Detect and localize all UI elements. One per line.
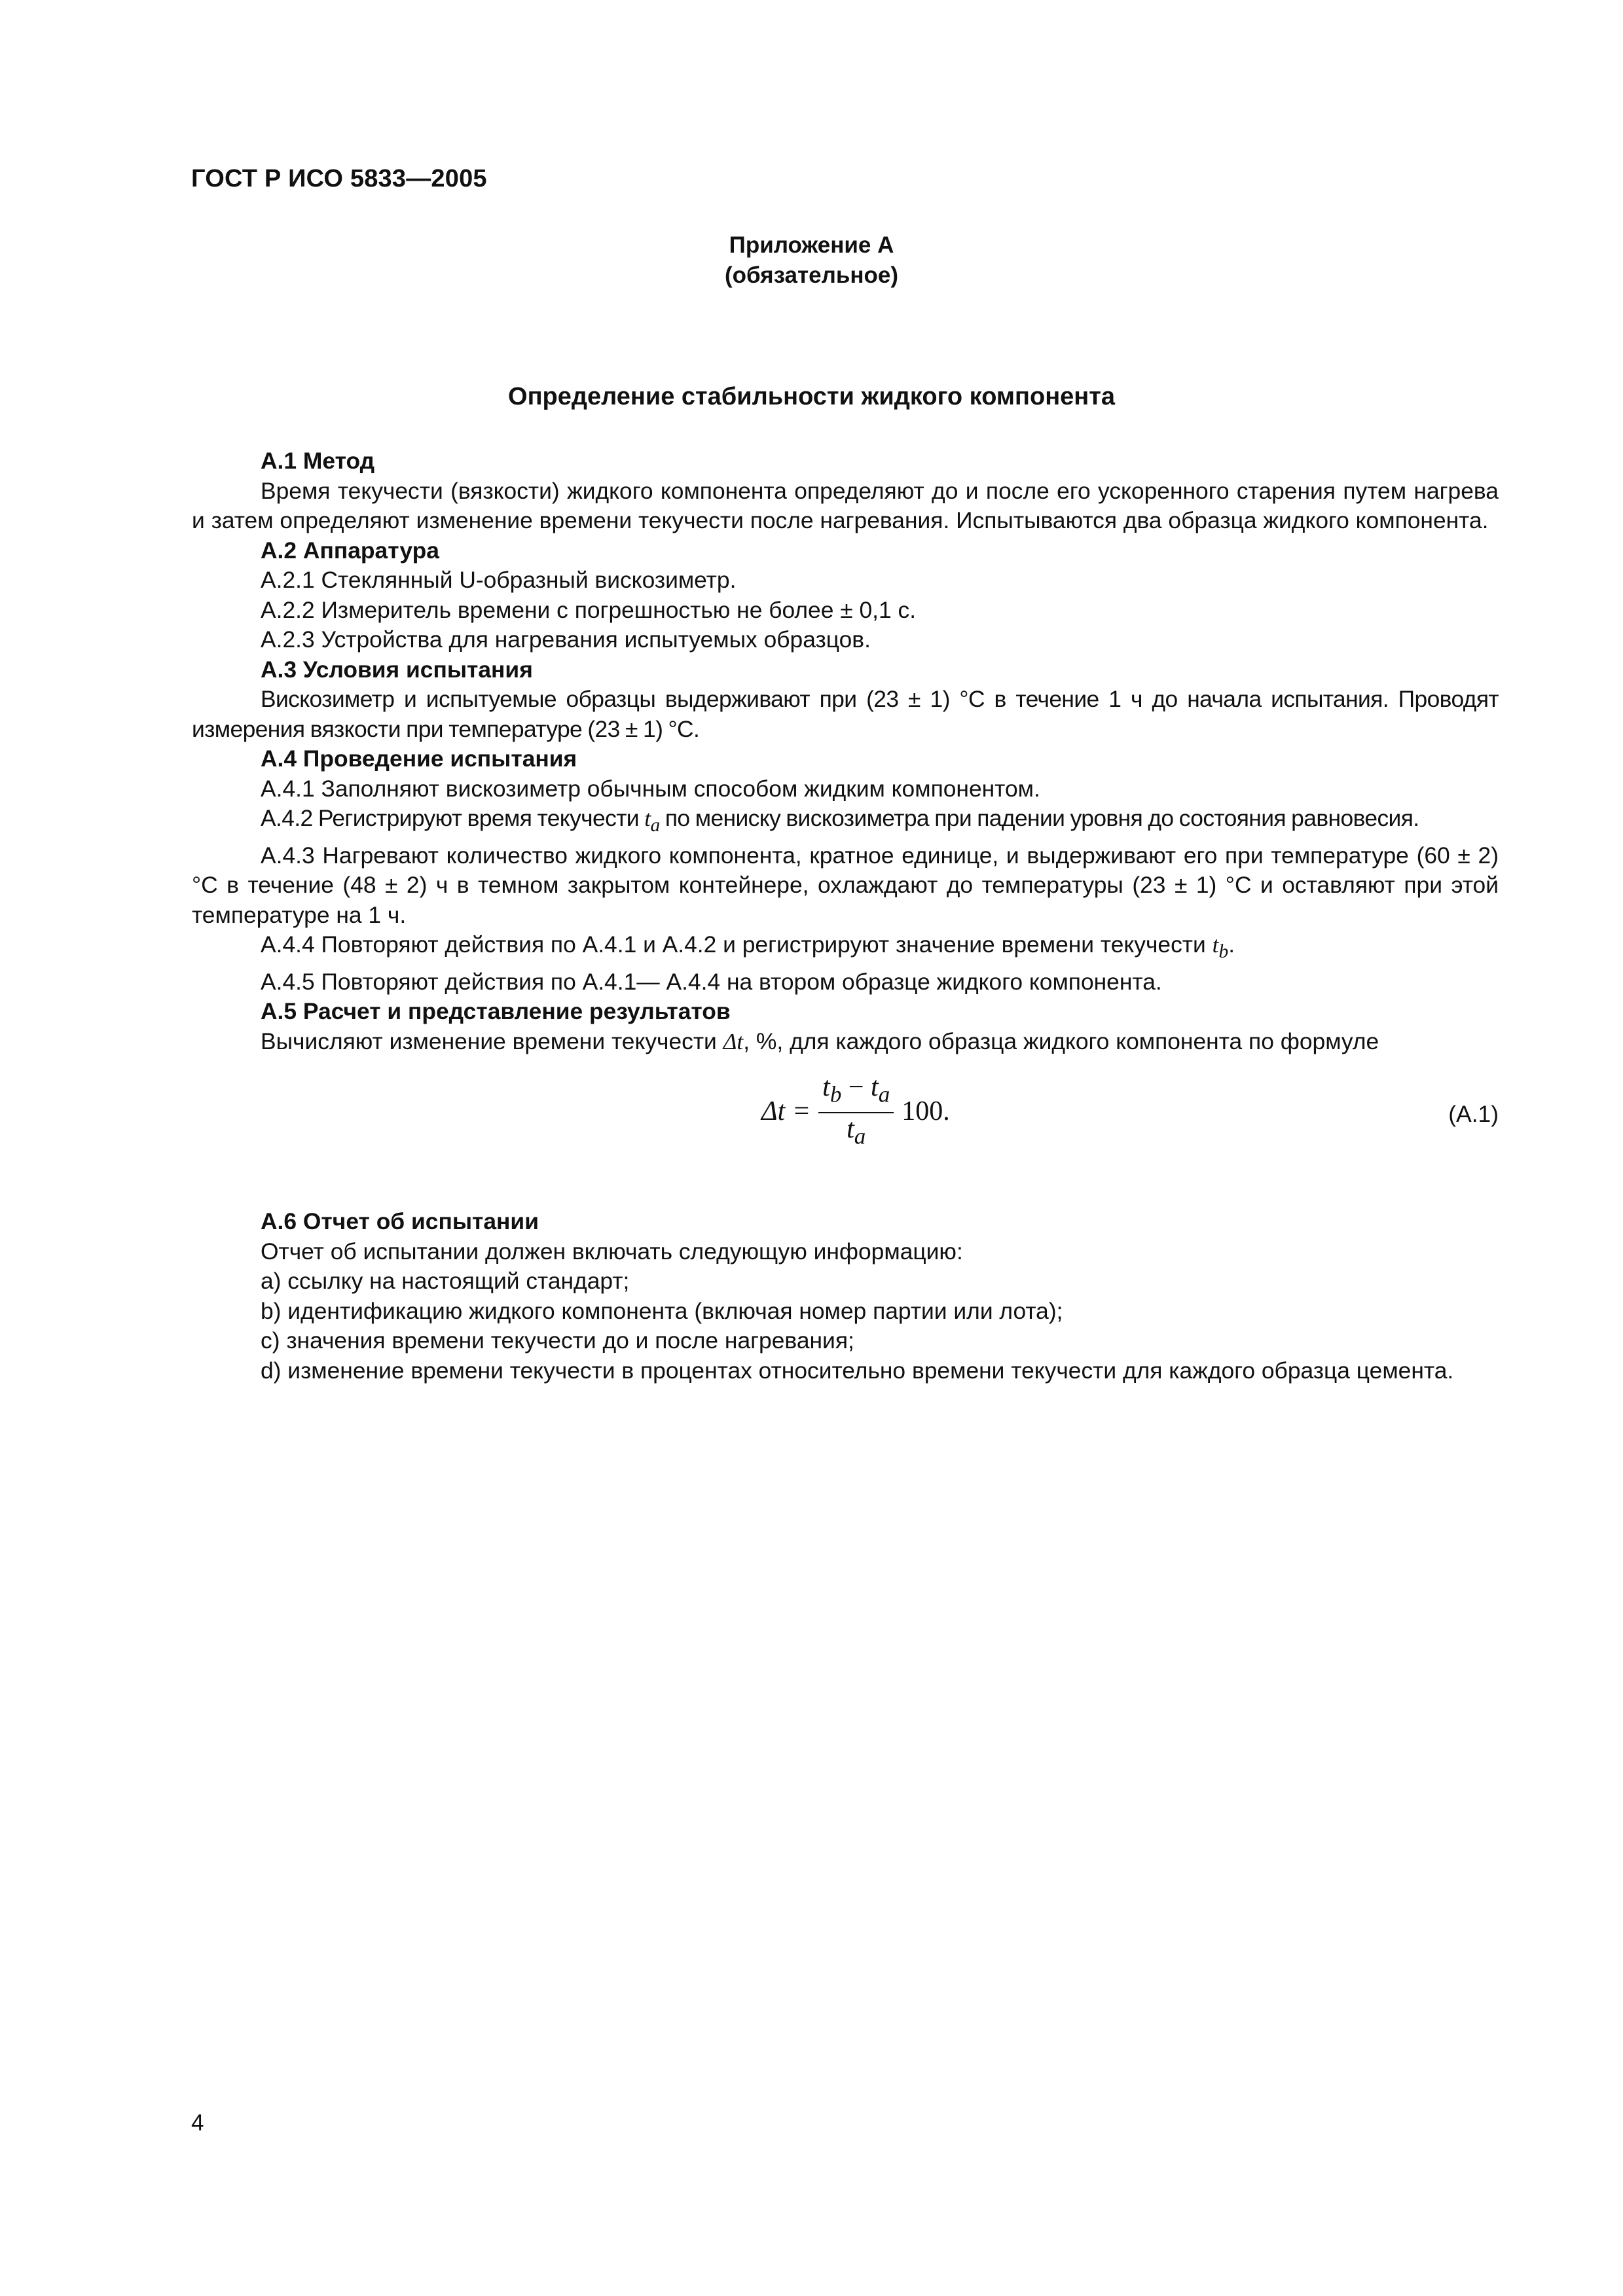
section-a3-text: Вискозиметр и испытуемые образцы выдерживают при (23 ± 1) °С в течение 1 ч до начала испытания. Проводят измерения вязкости при температуре (23 ± 1) °С.: [192, 686, 1499, 742]
section-a1-heading: А.1 Метод: [261, 448, 375, 474]
formula-denominator: $t_a$: [847, 1114, 866, 1149]
report-item-c: с) значения времени текучести до и после нагревания;: [261, 1327, 854, 1354]
page-number: 4: [191, 2110, 204, 2136]
item-a4-5: А.4.5 Повторяют действия по А.4.1— А.4.4 на втором образце жидкого компонента.: [261, 968, 1162, 995]
formula-numerator: $t_b - t_a$: [818, 1073, 894, 1113]
section-a5-text: Вычисляют изменение времени текучести Δt, %, для каждого образца жидкого компонента по формуле: [261, 1028, 1379, 1054]
report-item-a: а) ссылку на настоящий стандарт;: [261, 1268, 630, 1295]
formula-fraction: [818, 1073, 894, 1151]
item-a4-4: А.4.4 Повторяют действия по А.4.1 и А.4.2 и регистрируют значение времени текучести $t_b$.: [261, 931, 1235, 963]
formula-lhs: Δt =: [761, 1096, 811, 1127]
item-a2-2: А.2.2 Измеритель времени с погрешностью не более ± 0,1 с.: [261, 596, 917, 623]
item-a2-1: А.2.1 Стеклянный U-образный вискозиметр.: [261, 567, 737, 593]
appendix-label: Приложение А: [729, 232, 894, 258]
section-a6-heading: А.6 Отчет об испытании: [261, 1208, 539, 1235]
report-item-d: d) изменение времени текучести в процентах относительно времени текучести для каждого образца цемента.: [261, 1357, 1454, 1384]
document-body: [192, 446, 1499, 1386]
item-a4-3: А.4.3 Нагревают количество жидкого компонента, кратное единице, и выдерживают его при температуре (60 ± 2) °С в течение (48 ± 2) ч в темном закрытом контейнере, охлаждают до температуры (23 ± 1) °С и оставляют при этой температуре на 1 ч.: [192, 842, 1499, 928]
appendix-title: Определение стабильности жидкого компонента: [508, 383, 1115, 410]
item-a4-1: А.4.1 Заполняют вискозиметр обычным способом жидким компонентом.: [261, 775, 1040, 802]
report-item-b: b) идентификацию жидкого компонента (включая номер партии или лота);: [261, 1297, 1063, 1324]
section-a3-heading: А.3 Условия испытания: [261, 656, 533, 683]
standard-designation: ГОСТ Р ИСО 5833—2005: [191, 165, 487, 192]
section-a4-heading: А.4 Проведение испытания: [261, 745, 577, 772]
section-a6-intro: Отчет об испытании должен включать следующую информацию:: [261, 1238, 963, 1265]
section-a1-text: Время текучести (вязкости) жидкого компонента определяют до и после его ускоренного старения путем нагрева и затем определяют изменение времени текучести после нагревания. Испытываются два образца жидкого компонента.: [192, 477, 1499, 533]
formula-a1: [192, 1063, 1499, 1174]
appendix-status: (обязательное): [724, 262, 898, 288]
appendix-heading: [0, 230, 1623, 291]
item-a4-2: А.4.2 Регистрируют время текучести $t_a$ по мениску вискозиметра при падении уровня до состояния равновесия.: [261, 805, 1419, 836]
item-a2-3: А.2.3 Устройства для нагревания испытуемых образцов.: [261, 626, 871, 653]
section-a2-heading: А.2 Аппаратура: [261, 537, 439, 564]
formula-factor: 100.: [902, 1096, 950, 1127]
formula-number: (А.1): [1448, 1101, 1499, 1128]
section-a5-heading: А.5 Расчет и представление результатов: [261, 998, 731, 1025]
formula-expression: [761, 1069, 950, 1155]
